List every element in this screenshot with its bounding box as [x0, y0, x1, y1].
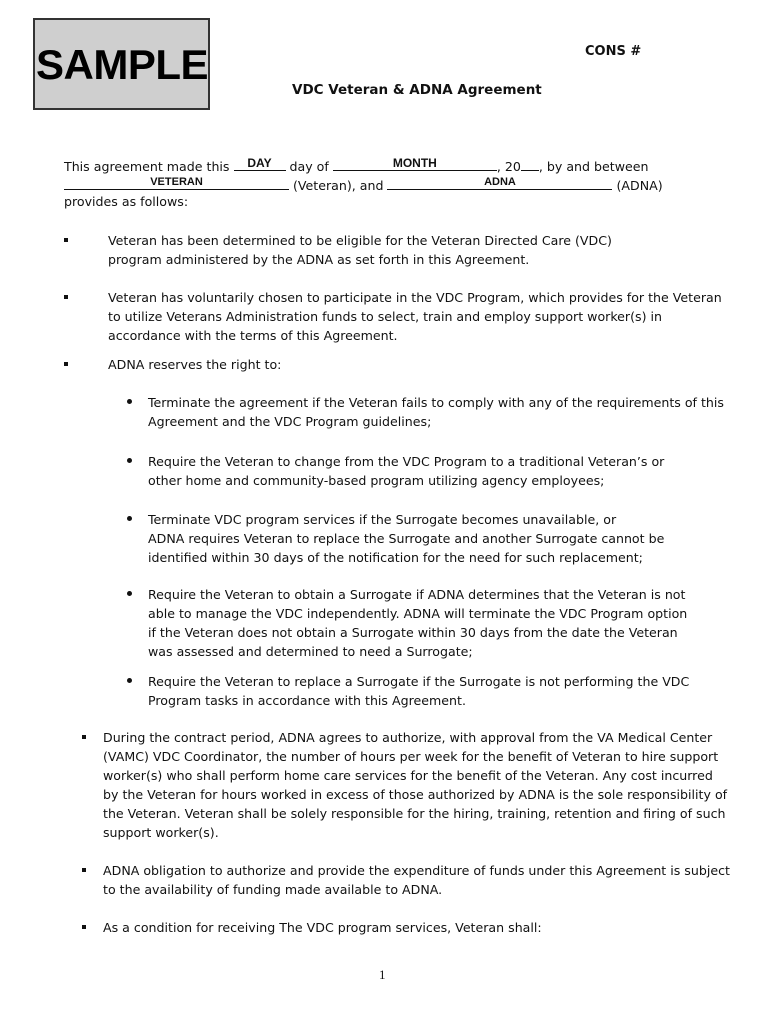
- text-line: identified within 30 days of the notification for the need for such replacement;: [148, 550, 643, 565]
- round-bullet-icon: [127, 516, 132, 521]
- text-line: if the Veteran does not obtain a Surrogate within 30 days from the date the Veteran: [148, 625, 678, 640]
- bullet-adna-reserves: [108, 355, 281, 374]
- sub-bullet-terminate-services: [148, 510, 664, 567]
- text-line: to the availability of funding made available to ADNA.: [103, 882, 443, 897]
- text-line: ADNA requires Veteran to replace the Surrogate and another Surrogate cannot be: [148, 531, 665, 546]
- square-bullet-icon: [82, 735, 86, 739]
- text-line: Veteran has voluntarily chosen to participate in the VDC Program, which provides for the Veteran: [108, 290, 722, 305]
- year-field[interactable]: [521, 158, 539, 171]
- square-bullet-icon: [82, 925, 86, 929]
- text-line: Program tasks in accordance with this Agreement.: [148, 693, 466, 708]
- text-line: As a condition for receiving The VDC program services, Veteran shall:: [103, 920, 542, 935]
- bullet-eligibility: [108, 231, 612, 269]
- veteran-field-value: VETERAN: [150, 176, 203, 188]
- text-line: was assessed and determined to need a Surrogate;: [148, 644, 473, 659]
- round-bullet-icon: [127, 399, 132, 404]
- intro-text: This agreement made this: [64, 159, 234, 174]
- text-line: ADNA reserves the right to:: [108, 357, 282, 372]
- text-line: accordance with the terms of this Agreement.: [108, 328, 398, 343]
- square-bullet-icon: [64, 362, 68, 366]
- text-line: Veteran has been determined to be eligible for the Veteran Directed Care (VDC): [108, 233, 612, 248]
- square-bullet-icon: [64, 295, 68, 299]
- text-line: Agreement and the VDC Program guidelines;: [148, 414, 432, 429]
- adna-field-value: ADNA: [484, 176, 516, 188]
- sub-bullet-change-program: [148, 452, 664, 490]
- bullet-contract-period: [103, 728, 727, 842]
- sample-stamp-label: SAMPLE: [36, 41, 209, 88]
- cons-number-label: CONS #: [585, 44, 642, 59]
- text-line: worker(s) who shall perform home care services for the benefit of the Veteran. Any cost incurred: [103, 768, 713, 783]
- text-line: ADNA obligation to authorize and provide the expenditure of funds under this Agreement is subject: [103, 863, 730, 878]
- intro-text: day of: [285, 159, 333, 174]
- month-field[interactable]: [333, 158, 497, 171]
- text-line: Require the Veteran to replace a Surrogate if the Surrogate is not performing the VDC: [148, 674, 690, 689]
- text-line: other home and community-based program utilizing agency employees;: [148, 473, 605, 488]
- veteran-name-field[interactable]: [64, 177, 289, 190]
- square-bullet-icon: [82, 868, 86, 872]
- page-number: 1: [379, 967, 386, 982]
- text-line: Terminate the agreement if the Veteran fails to comply with any of the requirements of this: [148, 395, 724, 410]
- intro-text: (Veteran), and: [289, 178, 388, 193]
- intro-text: , by and between: [538, 159, 649, 174]
- text-line: by the Veteran for hours worked in excess of those authorized by ADNA is the sole responsibility of: [103, 787, 728, 802]
- text-line: Require the Veteran to obtain a Surrogate if ADNA determines that the Veteran is not: [148, 587, 686, 602]
- text-line: program administered by the ADNA as set forth in this Agreement.: [108, 252, 530, 267]
- text-line: During the contract period, ADNA agrees to authorize, with approval from the VA Medical Center: [103, 730, 713, 745]
- sub-bullet-terminate-agreement: [148, 393, 724, 431]
- text-line: the Veteran. Veteran shall be solely responsible for the hiring, training, retention and firing of such: [103, 806, 726, 821]
- text-line: able to manage the VDC independently. ADNA will terminate the VDC Program option: [148, 606, 688, 621]
- intro-line-2: [64, 177, 663, 193]
- bullet-funding-obligation: [103, 861, 730, 899]
- intro-line-1: [64, 158, 649, 174]
- day-field[interactable]: [234, 158, 286, 171]
- square-bullet-icon: [64, 238, 68, 242]
- sub-bullet-replace-surrogate: [148, 672, 689, 710]
- day-field-value: DAY: [247, 156, 272, 170]
- intro-text: , 20: [496, 159, 521, 174]
- sub-bullet-obtain-surrogate: [148, 585, 687, 661]
- document-title: VDC Veteran & ADNA Agreement: [292, 82, 542, 98]
- round-bullet-icon: [127, 591, 132, 596]
- month-field-value: MONTH: [392, 156, 437, 170]
- adna-name-field[interactable]: [387, 177, 612, 190]
- text-line: Require the Veteran to change from the VDC Program to a traditional Veteran’s or: [148, 454, 665, 469]
- intro-line-3: provides as follows:: [64, 194, 189, 209]
- text-line: (VAMC) VDC Coordinator, the number of hours per week for the benefit of Veteran to hire support: [103, 749, 719, 764]
- text-line: support worker(s).: [103, 825, 219, 840]
- bullet-voluntary-participation: [108, 288, 722, 345]
- round-bullet-icon: [127, 678, 132, 683]
- intro-text: (ADNA): [612, 178, 663, 193]
- text-line: Terminate VDC program services if the Surrogate becomes unavailable, or: [148, 512, 617, 527]
- round-bullet-icon: [127, 458, 132, 463]
- bullet-veteran-conditions: [103, 918, 542, 937]
- text-line: to utilize Veterans Administration funds to select, train and employ support worker(s) in: [108, 309, 662, 324]
